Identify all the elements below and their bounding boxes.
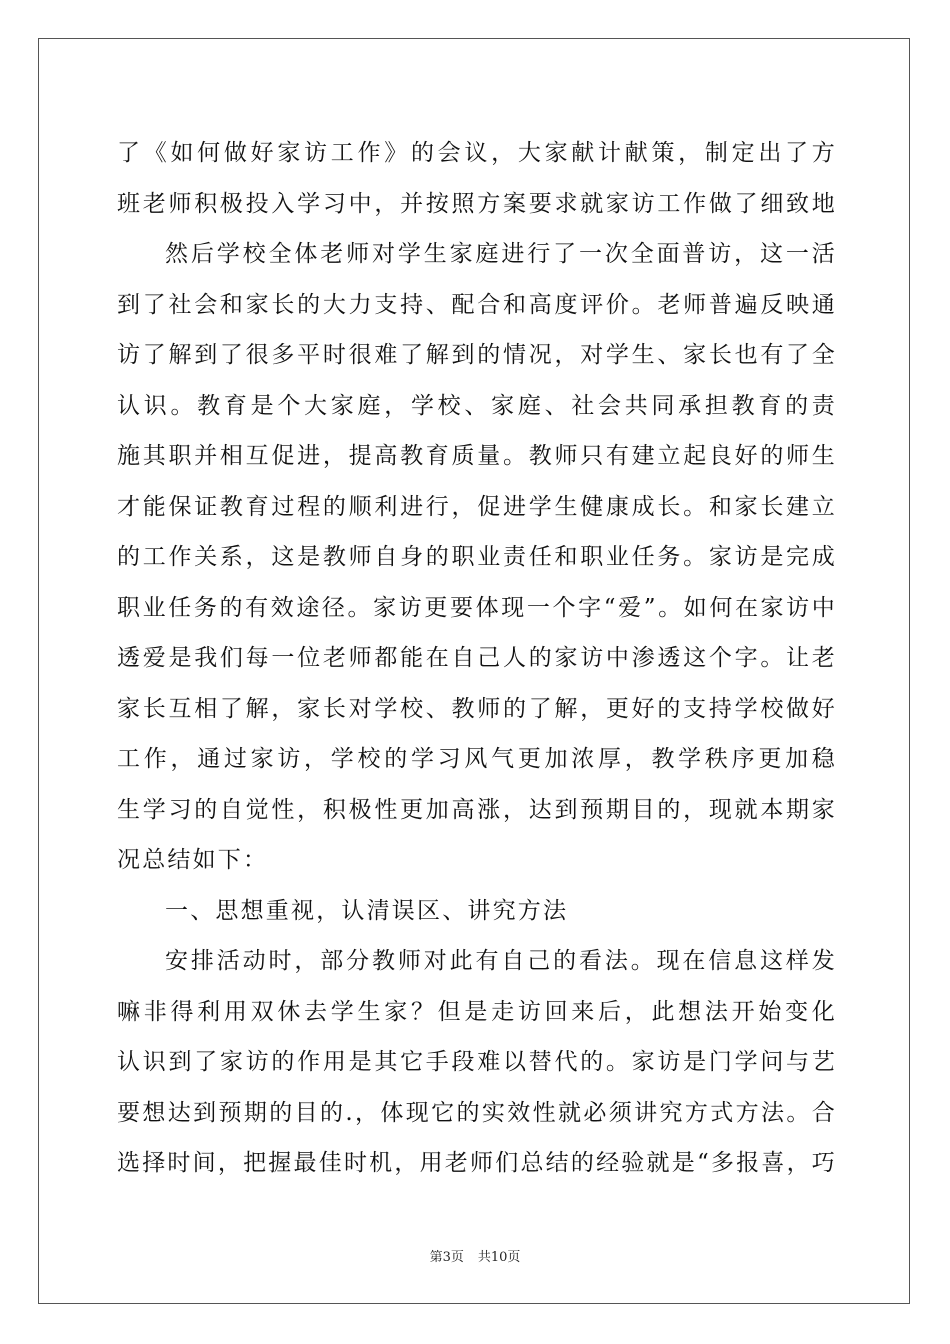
text-line: 到了社会和家长的大力支持、配合和高度评价。老师普遍反映通 (117, 291, 837, 318)
text-line: 要想达到预期的目的.，体现它的实效性就必须讲究方式方法。合 (117, 1099, 837, 1126)
text-line: 生学习的自觉性，积极性更加高涨，达到预期目的，现就本期家 (117, 796, 837, 823)
document-body (117, 128, 837, 1189)
text-line: 施其职并相互促进，提高教育质量。教师只有建立起良好的师生 (117, 443, 837, 469)
text-line: 访了解到了很多平时很难了解到的情况，对学生、家长也有了全 (117, 342, 837, 368)
text-line: 嘛非得利用双休去学生家？但是走访回来后，此想法开始变化 (117, 998, 837, 1025)
page-total: 共10页 (477, 1250, 521, 1265)
text-line: 家长互相了解，家长对学校、教师的了解，更好的支持学校做好 (117, 695, 837, 722)
section-heading: 一、思想重视，认清误区、讲究方法 (165, 897, 569, 924)
text-line: 班老师积极投入学习中，并按照方案要求就家访工作做了细致地 (117, 190, 837, 217)
text-line: 的工作关系，这是教师自身的职业责任和职业任务。家访是完成 (117, 544, 837, 570)
text-line: 职业任务的有效途径。家访更要体现一个字“爱”。如何在家访中 (117, 594, 837, 621)
page-number: 第3页 (429, 1250, 464, 1265)
text-line: 认识到了家访的作用是其它手段难以替代的。家访是门学问与艺 (117, 1049, 837, 1075)
page-footer (0, 1246, 950, 1265)
paragraph-first-line: 然后学校全体老师对学生家庭进行了一次全面普访，这一活 (165, 241, 837, 267)
paragraph-last-line: 况总结如下： (117, 847, 269, 873)
paragraph-first-line: 安排活动时，部分教师对此有自己的看法。现在信息这样发 (165, 948, 837, 974)
text-line: 认识。教育是个大家庭，学校、家庭、社会共同承担教育的责 (117, 392, 837, 419)
text-line: 了《如何做好家访工作》的会议，大家献计献策，制定出了方 (117, 140, 837, 166)
text-line: 透爱是我们每一位老师都能在自己人的家访中渗透这个字。让老 (117, 645, 837, 671)
text-line: 选择时间，把握最佳时机，用老师们总结的经验就是“多报喜，巧 (117, 1150, 837, 1176)
text-line: 工作，通过家访，学校的学习风气更加浓厚，教学秩序更加稳 (117, 746, 837, 772)
text-line: 才能保证教育过程的顺利进行，促进学生健康成长。和家长建立 (117, 493, 837, 520)
